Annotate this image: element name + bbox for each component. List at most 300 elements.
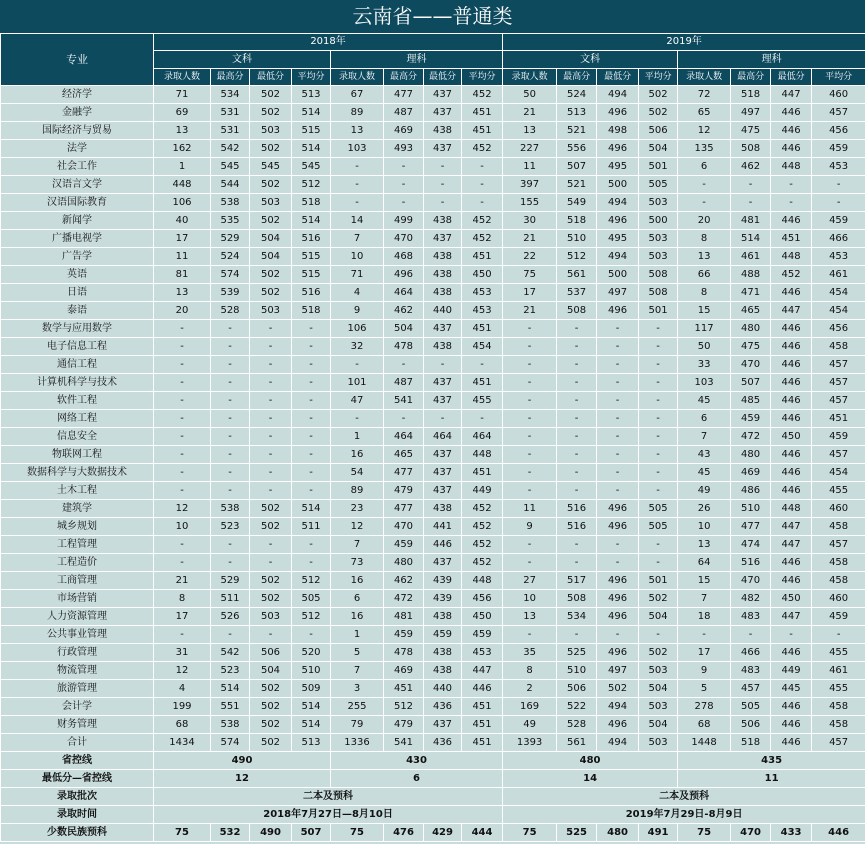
table-cell: 460 bbox=[812, 500, 865, 518]
table-cell: 448 bbox=[771, 500, 812, 518]
table-cell: 64 bbox=[678, 554, 731, 572]
table-cell: - bbox=[292, 536, 331, 554]
table-row bbox=[1, 392, 865, 410]
table-row bbox=[1, 716, 865, 734]
table-cell: - bbox=[503, 338, 557, 356]
table-cell: - bbox=[211, 374, 250, 392]
table-cell: 503 bbox=[639, 230, 678, 248]
major-name: 汉语言文学 bbox=[1, 176, 154, 194]
table-cell: 446 bbox=[771, 734, 812, 752]
major-column-header: 专业 bbox=[1, 34, 154, 86]
table-cell: 514 bbox=[292, 140, 331, 158]
column-header: 最低分 bbox=[597, 69, 639, 86]
table-cell: 1393 bbox=[503, 734, 557, 752]
table-cell: 549 bbox=[557, 194, 597, 212]
table-cell: 458 bbox=[812, 716, 865, 734]
table-cell: 512 bbox=[384, 698, 424, 716]
table-cell: - bbox=[211, 446, 250, 464]
minority-cell: 525 bbox=[557, 824, 597, 842]
table-cell: 9 bbox=[503, 518, 557, 536]
table-cell: 475 bbox=[731, 338, 771, 356]
table-cell: 497 bbox=[597, 284, 639, 302]
table-cell: 5 bbox=[678, 680, 731, 698]
table-cell: 496 bbox=[597, 302, 639, 320]
table-cell: 6 bbox=[678, 158, 731, 176]
table-row bbox=[1, 536, 865, 554]
table-cell: - bbox=[424, 176, 462, 194]
table-cell: 16 bbox=[331, 572, 384, 590]
table-cell: 67 bbox=[331, 86, 384, 104]
column-header: 最高分 bbox=[731, 69, 771, 86]
table-cell: - bbox=[292, 320, 331, 338]
table-cell: 510 bbox=[557, 662, 597, 680]
table-cell: - bbox=[154, 374, 211, 392]
table-cell: - bbox=[639, 428, 678, 446]
table-cell: 451 bbox=[384, 680, 424, 698]
table-cell: 515 bbox=[292, 248, 331, 266]
major-name: 土木工程 bbox=[1, 482, 154, 500]
table-cell: 135 bbox=[678, 140, 731, 158]
table-cell: 437 bbox=[424, 554, 462, 572]
table-body bbox=[1, 86, 865, 752]
table-cell: - bbox=[597, 536, 639, 554]
table-row bbox=[1, 212, 865, 230]
table-cell: 1434 bbox=[154, 734, 211, 752]
table-cell: 450 bbox=[771, 590, 812, 608]
table-cell: 454 bbox=[812, 302, 865, 320]
table-cell: 510 bbox=[292, 662, 331, 680]
column-header: 最低分 bbox=[424, 69, 462, 86]
table-cell: 446 bbox=[771, 284, 812, 302]
diff-value: 11 bbox=[678, 770, 865, 788]
table-cell: 457 bbox=[812, 104, 865, 122]
table-cell: 13 bbox=[331, 122, 384, 140]
table-cell: 106 bbox=[331, 320, 384, 338]
table-cell: 524 bbox=[557, 86, 597, 104]
table-row bbox=[1, 302, 865, 320]
diff-value: 14 bbox=[503, 770, 678, 788]
table-cell: - bbox=[154, 464, 211, 482]
table-cell: 448 bbox=[462, 572, 503, 590]
table-cell: 440 bbox=[424, 680, 462, 698]
major-name: 公共事业管理 bbox=[1, 626, 154, 644]
table-cell: 66 bbox=[678, 266, 731, 284]
table-cell: 437 bbox=[424, 374, 462, 392]
table-cell: 457 bbox=[812, 374, 865, 392]
minority-cell: 490 bbox=[250, 824, 292, 842]
table-cell: 502 bbox=[639, 644, 678, 662]
table-cell: - bbox=[424, 410, 462, 428]
table-cell: 486 bbox=[731, 482, 771, 500]
table-cell: - bbox=[292, 338, 331, 356]
table-cell: 8 bbox=[678, 230, 731, 248]
table-cell: 502 bbox=[250, 140, 292, 158]
table-cell: 30 bbox=[503, 212, 557, 230]
major-name: 工程造价 bbox=[1, 554, 154, 572]
table-cell: - bbox=[597, 410, 639, 428]
table-cell: 455 bbox=[812, 680, 865, 698]
table-cell: 7 bbox=[331, 536, 384, 554]
table-cell: 531 bbox=[211, 122, 250, 140]
table-cell: 7 bbox=[331, 230, 384, 248]
row-label: 录取时间 bbox=[1, 806, 154, 824]
control-line-value: 430 bbox=[331, 752, 503, 770]
table-cell: 574 bbox=[211, 734, 250, 752]
table-cell: 438 bbox=[424, 500, 462, 518]
table-cell: - bbox=[211, 320, 250, 338]
table-cell: - bbox=[211, 356, 250, 374]
table-row bbox=[1, 518, 865, 536]
table-cell: 438 bbox=[424, 248, 462, 266]
table-cell: 504 bbox=[639, 140, 678, 158]
table-cell: 493 bbox=[384, 140, 424, 158]
table-cell: 446 bbox=[424, 536, 462, 554]
table-cell: 518 bbox=[731, 734, 771, 752]
minority-cell: 532 bbox=[211, 824, 250, 842]
table-cell: - bbox=[250, 338, 292, 356]
table-cell: 538 bbox=[211, 194, 250, 212]
table-cell: 449 bbox=[462, 482, 503, 500]
table-cell: 13 bbox=[154, 122, 211, 140]
table-cell: 11 bbox=[503, 158, 557, 176]
table-cell: 544 bbox=[211, 176, 250, 194]
table-cell: 508 bbox=[557, 590, 597, 608]
table-cell: 437 bbox=[424, 230, 462, 248]
table-cell: 451 bbox=[462, 464, 503, 482]
table-cell: 455 bbox=[812, 644, 865, 662]
minority-cell: 470 bbox=[731, 824, 771, 842]
column-header: 最高分 bbox=[211, 69, 250, 86]
table-cell: 511 bbox=[211, 590, 250, 608]
row-label: 少数民族预科 bbox=[1, 824, 154, 842]
table-row bbox=[1, 626, 865, 644]
table-cell: 21 bbox=[503, 230, 557, 248]
column-header: 最低分 bbox=[250, 69, 292, 86]
table-cell: 496 bbox=[597, 608, 639, 626]
table-cell: - bbox=[154, 446, 211, 464]
table-cell: 457 bbox=[731, 680, 771, 698]
table-cell: 1 bbox=[331, 626, 384, 644]
table-cell: - bbox=[292, 446, 331, 464]
table-cell: 471 bbox=[731, 284, 771, 302]
major-name: 信息安全 bbox=[1, 428, 154, 446]
table-cell: - bbox=[639, 320, 678, 338]
table-cell: 481 bbox=[384, 608, 424, 626]
row-label: 录取批次 bbox=[1, 788, 154, 806]
table-cell: 496 bbox=[597, 140, 639, 158]
table-cell: 469 bbox=[731, 464, 771, 482]
table-cell: - bbox=[292, 428, 331, 446]
table-cell: 542 bbox=[211, 644, 250, 662]
table-cell: 9 bbox=[331, 302, 384, 320]
table-cell: 494 bbox=[597, 248, 639, 266]
table-cell: 470 bbox=[384, 230, 424, 248]
table-cell: - bbox=[384, 410, 424, 428]
table-cell: 437 bbox=[424, 482, 462, 500]
table-row bbox=[1, 608, 865, 626]
table-cell: 465 bbox=[731, 302, 771, 320]
table-row bbox=[1, 176, 865, 194]
major-name: 城乡规划 bbox=[1, 518, 154, 536]
table-cell: - bbox=[154, 428, 211, 446]
table-row bbox=[1, 158, 865, 176]
table-cell: 446 bbox=[771, 410, 812, 428]
table-cell: 508 bbox=[639, 266, 678, 284]
table-cell: 447 bbox=[771, 302, 812, 320]
table-cell: 504 bbox=[639, 608, 678, 626]
table-cell: 500 bbox=[597, 266, 639, 284]
table-row bbox=[1, 338, 865, 356]
table-cell: 502 bbox=[250, 500, 292, 518]
minority-cell: 75 bbox=[154, 824, 211, 842]
table-cell: 561 bbox=[557, 266, 597, 284]
table-cell: 487 bbox=[384, 104, 424, 122]
table-cell: 500 bbox=[597, 176, 639, 194]
table-cell: 459 bbox=[812, 140, 865, 158]
table-cell: 451 bbox=[771, 230, 812, 248]
table-cell: 13 bbox=[503, 608, 557, 626]
table-cell: 503 bbox=[639, 248, 678, 266]
time-value: 2019年7月29日-8月9日 bbox=[503, 806, 865, 824]
table-cell: 460 bbox=[812, 86, 865, 104]
table-cell: 440 bbox=[424, 302, 462, 320]
table-cell: 502 bbox=[250, 518, 292, 536]
table-row bbox=[1, 104, 865, 122]
table-cell: 501 bbox=[639, 572, 678, 590]
table-cell: 452 bbox=[462, 230, 503, 248]
table-cell: 459 bbox=[812, 608, 865, 626]
table-cell: 17 bbox=[678, 644, 731, 662]
table-cell: 481 bbox=[731, 212, 771, 230]
table-cell: 11 bbox=[154, 248, 211, 266]
table-cell: - bbox=[557, 482, 597, 500]
table-cell: - bbox=[639, 626, 678, 644]
table-cell: 494 bbox=[597, 698, 639, 716]
table-cell: 502 bbox=[250, 104, 292, 122]
column-header: 录取人数 bbox=[154, 69, 211, 86]
table-cell: - bbox=[292, 482, 331, 500]
table-cell: 47 bbox=[331, 392, 384, 410]
table-cell: 459 bbox=[384, 626, 424, 644]
table-cell: - bbox=[250, 320, 292, 338]
table-row bbox=[1, 734, 865, 752]
table-cell: 446 bbox=[771, 392, 812, 410]
table-cell: - bbox=[597, 464, 639, 482]
table-cell: 81 bbox=[154, 266, 211, 284]
table-cell: - bbox=[503, 428, 557, 446]
table-cell: 496 bbox=[597, 212, 639, 230]
table-cell: 23 bbox=[331, 500, 384, 518]
table-row bbox=[1, 572, 865, 590]
column-header: 平均分 bbox=[812, 69, 865, 86]
minority-cell: 480 bbox=[597, 824, 639, 842]
table-cell: 89 bbox=[331, 482, 384, 500]
table-cell: 514 bbox=[292, 500, 331, 518]
table-cell: 462 bbox=[384, 302, 424, 320]
table-cell: 503 bbox=[250, 608, 292, 626]
table-cell: 40 bbox=[154, 212, 211, 230]
table-cell: 438 bbox=[424, 122, 462, 140]
table-cell: 506 bbox=[250, 644, 292, 662]
column-header: 最高分 bbox=[557, 69, 597, 86]
table-cell: - bbox=[771, 626, 812, 644]
table-cell: 446 bbox=[771, 464, 812, 482]
minority-cell: 75 bbox=[331, 824, 384, 842]
table-cell: 535 bbox=[211, 212, 250, 230]
table-cell: 450 bbox=[771, 428, 812, 446]
table-cell: - bbox=[211, 392, 250, 410]
column-header: 录取人数 bbox=[331, 69, 384, 86]
table-cell: - bbox=[597, 482, 639, 500]
table-cell: 507 bbox=[731, 374, 771, 392]
table-cell: 516 bbox=[731, 554, 771, 572]
table-cell: 501 bbox=[639, 302, 678, 320]
table-cell: 545 bbox=[292, 158, 331, 176]
table-cell: 456 bbox=[462, 590, 503, 608]
table-cell: 497 bbox=[597, 662, 639, 680]
table-cell: 503 bbox=[250, 194, 292, 212]
table-cell: 446 bbox=[771, 320, 812, 338]
major-name: 会计学 bbox=[1, 698, 154, 716]
table-cell: 524 bbox=[211, 248, 250, 266]
table-cell: 79 bbox=[331, 716, 384, 734]
table-cell: 71 bbox=[331, 266, 384, 284]
table-cell: 437 bbox=[424, 392, 462, 410]
table-cell: 255 bbox=[331, 698, 384, 716]
table-cell: 458 bbox=[812, 698, 865, 716]
table-cell: 511 bbox=[292, 518, 331, 536]
major-name: 社会工作 bbox=[1, 158, 154, 176]
column-header: 录取人数 bbox=[678, 69, 731, 86]
table-cell: - bbox=[597, 392, 639, 410]
minority-cell: 491 bbox=[639, 824, 678, 842]
table-cell: 43 bbox=[678, 446, 731, 464]
table-cell: - bbox=[154, 410, 211, 428]
table-cell: 496 bbox=[597, 104, 639, 122]
table-cell: - bbox=[384, 158, 424, 176]
table-cell: 500 bbox=[639, 212, 678, 230]
table-row bbox=[1, 86, 865, 104]
table-cell: 487 bbox=[384, 374, 424, 392]
table-cell: 517 bbox=[557, 572, 597, 590]
table-cell: 502 bbox=[639, 104, 678, 122]
control-line-row bbox=[1, 752, 865, 770]
table-cell: 482 bbox=[731, 590, 771, 608]
table-cell: 9 bbox=[678, 662, 731, 680]
table-cell: - bbox=[639, 374, 678, 392]
table-cell: - bbox=[250, 374, 292, 392]
table-cell: - bbox=[557, 338, 597, 356]
table-cell: 447 bbox=[771, 518, 812, 536]
table-cell: - bbox=[503, 320, 557, 338]
table-cell: 438 bbox=[424, 266, 462, 284]
table-cell: - bbox=[462, 158, 503, 176]
table-cell: 162 bbox=[154, 140, 211, 158]
table-cell: 468 bbox=[384, 248, 424, 266]
table-cell: 2 bbox=[503, 680, 557, 698]
table-cell: 453 bbox=[462, 284, 503, 302]
table-cell: 438 bbox=[424, 284, 462, 302]
major-name: 建筑学 bbox=[1, 500, 154, 518]
table-cell: 446 bbox=[771, 140, 812, 158]
table-cell: 464 bbox=[424, 428, 462, 446]
table-cell: 448 bbox=[154, 176, 211, 194]
table-cell: 477 bbox=[384, 86, 424, 104]
table-cell: - bbox=[292, 410, 331, 428]
table-cell: 452 bbox=[771, 266, 812, 284]
table-cell: 454 bbox=[812, 284, 865, 302]
table-cell: 446 bbox=[771, 122, 812, 140]
table-cell: - bbox=[503, 374, 557, 392]
table-cell: 451 bbox=[812, 410, 865, 428]
track-header: 文科 bbox=[503, 51, 678, 69]
table-cell: 453 bbox=[812, 248, 865, 266]
table-cell: 497 bbox=[731, 104, 771, 122]
table-cell: 155 bbox=[503, 194, 557, 212]
table-cell: 459 bbox=[462, 626, 503, 644]
table-footer bbox=[1, 752, 865, 842]
table-cell: - bbox=[557, 356, 597, 374]
table-cell: 518 bbox=[731, 86, 771, 104]
table-cell: 437 bbox=[424, 86, 462, 104]
table-cell: 556 bbox=[557, 140, 597, 158]
table-cell: 50 bbox=[503, 86, 557, 104]
table-cell: 469 bbox=[384, 122, 424, 140]
table-cell: 513 bbox=[292, 86, 331, 104]
minority-cell: 476 bbox=[384, 824, 424, 842]
table-cell: 534 bbox=[211, 86, 250, 104]
table-cell: 450 bbox=[462, 266, 503, 284]
table-row bbox=[1, 698, 865, 716]
table-cell: - bbox=[731, 626, 771, 644]
table-cell: 526 bbox=[211, 608, 250, 626]
table-cell: 496 bbox=[597, 644, 639, 662]
table-cell: 6 bbox=[331, 590, 384, 608]
table-cell: 502 bbox=[250, 734, 292, 752]
table-cell: - bbox=[154, 536, 211, 554]
table-cell: - bbox=[211, 482, 250, 500]
table-cell: - bbox=[639, 392, 678, 410]
table-cell: 574 bbox=[211, 266, 250, 284]
column-header: 最低分 bbox=[771, 69, 812, 86]
table-cell: 1336 bbox=[331, 734, 384, 752]
table-cell: 478 bbox=[384, 338, 424, 356]
table-cell: 27 bbox=[503, 572, 557, 590]
table-cell: 496 bbox=[597, 716, 639, 734]
table-cell: 515 bbox=[292, 266, 331, 284]
table-cell: - bbox=[557, 410, 597, 428]
table-cell: - bbox=[250, 392, 292, 410]
table-cell: 539 bbox=[211, 284, 250, 302]
table-cell: 525 bbox=[557, 644, 597, 662]
table-cell: 21 bbox=[503, 302, 557, 320]
table-row bbox=[1, 446, 865, 464]
table-cell: 502 bbox=[597, 680, 639, 698]
major-name: 行政管理 bbox=[1, 644, 154, 662]
table-cell: 227 bbox=[503, 140, 557, 158]
table-cell: - bbox=[557, 554, 597, 572]
table-row bbox=[1, 482, 865, 500]
major-name: 工商管理 bbox=[1, 572, 154, 590]
major-name: 日语 bbox=[1, 284, 154, 302]
table-cell: 22 bbox=[503, 248, 557, 266]
table-cell: 1448 bbox=[678, 734, 731, 752]
table-cell: 89 bbox=[331, 104, 384, 122]
table-cell: 451 bbox=[462, 248, 503, 266]
table-cell: - bbox=[211, 536, 250, 554]
table-cell: 459 bbox=[424, 626, 462, 644]
table-cell: 447 bbox=[462, 662, 503, 680]
